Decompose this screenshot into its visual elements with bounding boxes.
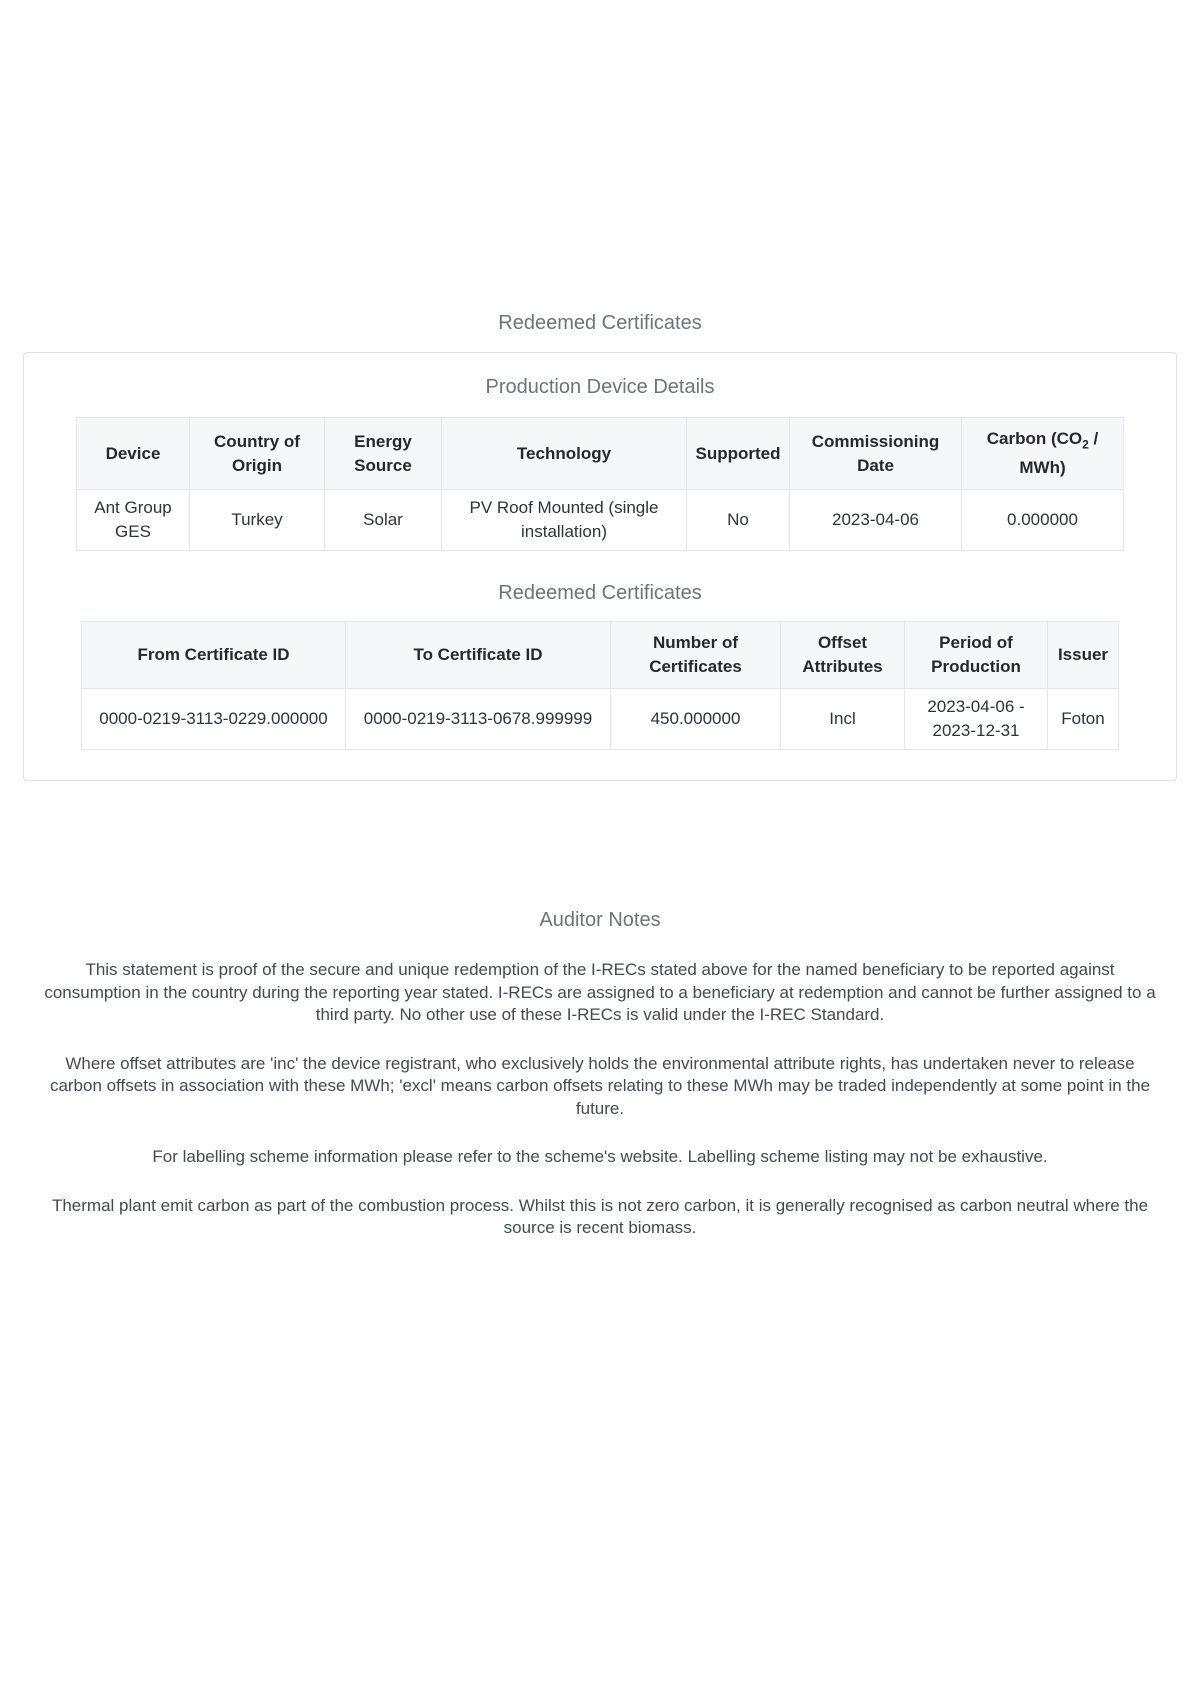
column-header-carbon <box>962 418 1124 490</box>
column-header-energy-source: Energy Source <box>325 418 442 490</box>
cell-to-certificate-id: 0000-0219-3113-0678.999999 <box>346 689 611 750</box>
column-header-from-certificate-id: From Certificate ID <box>82 622 346 689</box>
page-title: Redeemed Certificates <box>498 312 702 334</box>
cell-energy-source: Solar <box>325 490 442 551</box>
column-header-offset-attributes: Offset Attributes <box>781 622 905 689</box>
certificate-details-panel <box>23 352 1177 781</box>
auditor-note-paragraph-redemption: This statement is proof of the secure and unique redemption of the I-RECs stated above for the named beneficiary to be reported against consumption in the country during the reporting year stated. I-RECs are assigned to a beneficiary at redemption and cannot be further assigned to a third party. No other use of these I-RECs is valid under the I-REC Standard. <box>44 960 1156 1025</box>
cell-from-certificate-id: 0000-0219-3113-0229.000000 <box>82 689 346 750</box>
column-header-commissioning-date: Commissioning Date <box>790 418 962 490</box>
auditor-notes-section <box>0 907 1200 1240</box>
certificates-table-row <box>82 689 1119 750</box>
column-header-technology: Technology <box>442 418 687 490</box>
redeemed-certificates-table <box>81 621 1119 750</box>
cell-device: Ant Group GES <box>77 490 190 551</box>
column-header-device: Device <box>77 418 190 490</box>
auditor-note-paragraph-thermal-plant: Thermal plant emit carbon as part of the combustion process. Whilst this is not zero carbon, it is generally recognised as carbon neutral where the source is recent biomass. <box>51 1195 1149 1238</box>
cell-technology: PV Roof Mounted (single installation) <box>442 490 687 551</box>
carbon-header-prefix: Carbon (CO <box>986 429 1083 448</box>
carbon-header-subscript: 2 <box>1082 437 1089 452</box>
auditor-notes-title: Auditor Notes <box>539 909 661 932</box>
auditor-note-paragraph-labelling-scheme: For labelling scheme information please refer to the scheme's website. Labelling scheme listing may not be exhaustive. <box>152 1147 1048 1167</box>
cell-carbon: 0.000000 <box>962 490 1124 551</box>
auditor-note-paragraph-offset-attributes: Where offset attributes are 'inc' the device registrant, who exclusively holds the environmental attribute rights, has undertaken never to release carbon offsets in association with these MWh; 'excl' means carbon offsets relating to these MWh may be traded independently at some point in the future. <box>49 1053 1151 1118</box>
column-header-country-of-origin: Country of Origin <box>190 418 325 490</box>
column-header-issuer: Issuer <box>1048 622 1119 689</box>
cell-number-of-certificates: 450.000000 <box>611 689 781 750</box>
cell-supported: No <box>687 490 790 551</box>
cell-offset-attributes: Incl <box>781 689 905 750</box>
column-header-to-certificate-id: To Certificate ID <box>346 622 611 689</box>
cell-country-of-origin: Turkey <box>190 490 325 551</box>
column-header-period-of-production: Period of Production <box>905 622 1048 689</box>
cell-issuer: Foton <box>1048 689 1119 750</box>
column-header-number-of-certificates: Number of Certificates <box>611 622 781 689</box>
section-title-redeemed-certificates: Redeemed Certificates <box>498 582 702 605</box>
column-header-supported: Supported <box>687 418 790 490</box>
device-table-header-row <box>77 418 1124 490</box>
device-table-row <box>77 490 1124 551</box>
carbon-header-suffix: / MWh) <box>1019 429 1099 478</box>
cell-period-of-production: 2023-04-06 - 2023-12-31 <box>905 689 1048 750</box>
cell-commissioning-date: 2023-04-06 <box>790 490 962 551</box>
production-device-table <box>76 417 1124 551</box>
certificates-table-header-row <box>82 622 1119 689</box>
section-title-production-device-details: Production Device Details <box>485 376 715 398</box>
